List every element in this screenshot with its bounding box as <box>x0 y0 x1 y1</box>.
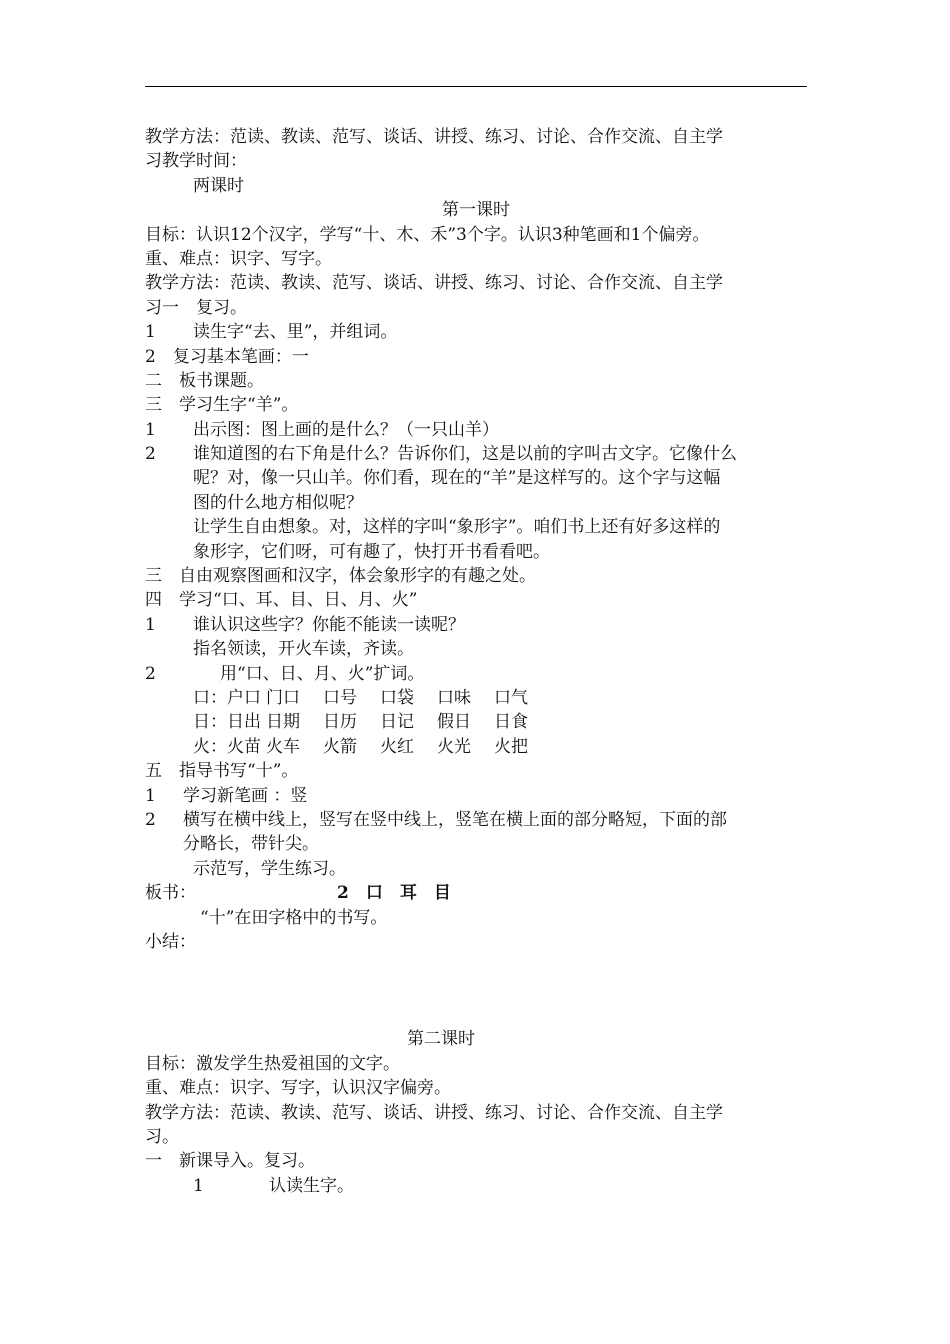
text-line: 五 指导书写“十”。 <box>145 761 299 782</box>
text-line: 指名领读，开火车读，齐读。 <box>193 639 414 660</box>
text-line: 重、难点：识字、写字，认识汉字偏旁。 <box>145 1078 451 1099</box>
text-line: 目标：认识12个汉字，学写“十、木、禾”3个字。认识3种笔画和1个偏旁。 <box>145 224 710 245</box>
text-line: 四 学习“口、耳、目、日、月、火” <box>145 590 418 611</box>
word: 口袋 <box>380 687 414 708</box>
word: 假日 <box>437 712 471 733</box>
board-text: 2 口 耳 目 <box>337 883 451 904</box>
text-line: 教学方法：范读、教读、范写、谈话、讲授、练习、讨论、合作交流、自主学 <box>145 127 723 147</box>
text-line: “十”在田字格中的书写。 <box>200 907 388 928</box>
item-number: 1 <box>193 1175 204 1196</box>
text-line: 让学生自由想象。对，这样的字叫“象形字”。咱们书上还有好多这样的 <box>193 517 721 538</box>
text-line: 三 自由观察图画和汉字，体会象形字的有趣之处。 <box>145 566 536 587</box>
word: 口气 <box>494 687 528 708</box>
item-text: 谁知道图的右下角是什么？告诉你们，这是以前的字叫古文字。它像什么 <box>193 444 737 465</box>
list-item <box>145 784 807 808</box>
list-item <box>145 1174 807 1198</box>
item-number: 2 <box>145 444 156 465</box>
list-item <box>145 613 807 637</box>
text-line: 分略长，带针尖。 <box>183 834 319 855</box>
text-line: 三 学习生字“羊”。 <box>145 395 299 416</box>
word-row-kou <box>145 686 807 710</box>
item-number: 1 <box>145 785 156 806</box>
text-line: 小结： <box>145 931 196 952</box>
word: 火箭 <box>323 736 357 757</box>
text-line: 习。 <box>145 1127 179 1148</box>
text-line: 示范写，学生练习。 <box>193 858 346 879</box>
word: 火：火苗 <box>193 736 261 757</box>
text-line: 目标：激发学生热爱祖国的文字。 <box>145 1053 400 1074</box>
list-item <box>145 808 807 832</box>
word: 日：日出 <box>193 712 261 733</box>
board-label: 板书： <box>145 883 196 904</box>
word: 门口 <box>266 687 300 708</box>
board-line <box>145 881 807 905</box>
item-text: 出示图：图上画的是什么？（一只山羊） <box>193 419 499 440</box>
word: 日期 <box>266 712 300 733</box>
text-line: 二 板书课题。 <box>145 370 264 391</box>
word: 火红 <box>380 736 414 757</box>
item-text: 认读生字。 <box>269 1175 354 1196</box>
word: 日记 <box>380 712 414 733</box>
item-number: 1 <box>145 614 156 635</box>
word: 火车 <box>266 736 300 757</box>
item-text: 学习新笔画 ：竖 <box>183 785 308 806</box>
text-line: 2 复习基本笔画：一 <box>145 346 309 367</box>
list-item <box>145 320 807 344</box>
text-line: 一 新课导入。复习。 <box>145 1151 315 1172</box>
word: 火把 <box>494 736 528 757</box>
item-text: 横写在横中线上，竖写在竖中线上，竖笔在横上面的部分略短，下面的部 <box>183 809 727 830</box>
word-row-huo <box>145 735 807 759</box>
word: 日食 <box>494 712 528 733</box>
word: 口号 <box>323 687 357 708</box>
item-number: 1 <box>145 419 156 440</box>
text-line: 习教学时间： <box>145 151 247 172</box>
word-row-ri <box>145 710 807 734</box>
list-item <box>145 442 807 466</box>
text-line: 图的什么地方相似呢？ <box>193 492 363 513</box>
text-line: 教学方法：范读、教读、范写、谈话、讲授、练习、讨论、合作交流、自主学 <box>145 273 723 294</box>
document-body <box>145 125 807 1198</box>
header-rule <box>145 86 807 87</box>
item-text: 读生字“去、里”，并组词。 <box>193 322 398 343</box>
item-text: 谁认识这些字？你能不能读一读呢？ <box>193 614 465 635</box>
word: 火光 <box>437 736 471 757</box>
text-line: 两课时 <box>193 175 244 196</box>
text-line: 呢？对，像一只山羊。你们看，现在的“羊”是这样写的。这个字与这幅 <box>193 468 721 489</box>
text-line: 教学方法：范读、教读、范写、谈话、讲授、练习、讨论、合作交流、自主学 <box>145 1102 723 1123</box>
word: 日历 <box>323 712 357 733</box>
text-line: 象形字，它们呀，可有趣了，快打开书看看吧。 <box>193 541 550 562</box>
text-line: 习一 复习。 <box>145 297 247 318</box>
item-number: 2 <box>145 663 156 684</box>
list-item <box>145 418 807 442</box>
section-heading: 第二课时 <box>407 1029 475 1050</box>
word: 口味 <box>437 687 471 708</box>
item-number: 2 <box>145 809 156 830</box>
text-line: 重、难点：识字、写字。 <box>145 248 332 269</box>
item-number: 1 <box>145 322 156 343</box>
word: 口：户口 <box>193 687 261 708</box>
list-item <box>145 662 807 686</box>
section-heading: 第一课时 <box>442 200 510 221</box>
item-text: 用“口、日、月、火”扩词。 <box>220 663 425 684</box>
